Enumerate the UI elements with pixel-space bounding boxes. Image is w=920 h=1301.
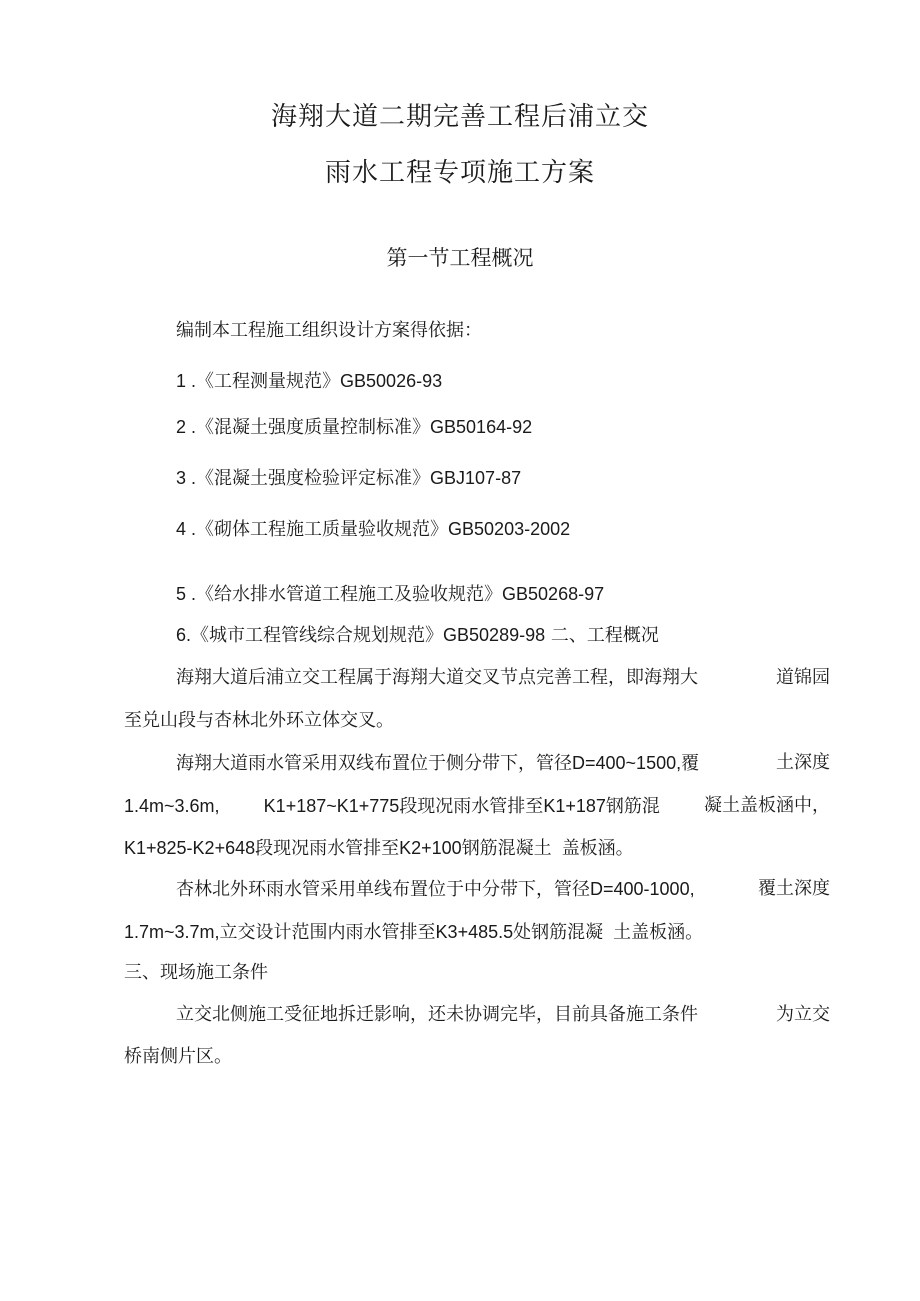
reference-number: 3 — [176, 468, 187, 488]
reference-name: 《城市工程管线综合规划规范》 — [191, 625, 444, 646]
reference-name: 《给水排水管道工程施工及验收规范》 — [196, 584, 503, 605]
para-3-line-1 — [176, 880, 830, 899]
reference-item-4 — [176, 520, 570, 539]
para-2-line-3 — [124, 839, 634, 858]
reference-name: 《混凝土强度质量控制标准》 — [196, 417, 431, 438]
reference-item-2 — [176, 418, 532, 437]
para-text — [176, 880, 695, 899]
para-1-line-1 — [176, 669, 830, 687]
pipe-diameter: D=400~1500, — [572, 753, 682, 773]
reference-name: 《砌体工程施工质量验收规范》 — [196, 519, 449, 540]
para-text-seg: 段现况雨水管排至 — [399, 796, 544, 817]
document-title-line-2: 雨水工程专项施工方案 — [324, 158, 595, 188]
station: K1+187 — [543, 796, 606, 816]
para-4-line-2: 桥南侧片区。 — [124, 1046, 232, 1067]
reference-code: GBJ107-87 — [430, 468, 522, 488]
reference-code: GB50268-97 — [502, 584, 605, 604]
reference-number: 2 — [176, 417, 187, 437]
reference-code: GB50289-98 — [443, 625, 546, 645]
para-text — [264, 797, 660, 816]
para-text-seg: 杏林北外环雨水管采用单线布置位于中分带下，管径 — [176, 879, 590, 900]
cover-depth: 1.7m~3.7m, — [124, 922, 220, 942]
para-text-seg: 处钢筋混凝 — [513, 922, 604, 943]
reference-number: 6 — [176, 625, 187, 645]
para-text: 海翔大道后浦立交工程属于海翔大道交叉节点完善工程，即海翔大 — [176, 667, 698, 688]
para-1-line-2: 至兑山段与杏林北外环立体交叉。 — [124, 710, 394, 731]
reference-separator: . — [186, 371, 197, 391]
document-title-line-1: 海翔大道二期完善工程后浦立交 — [270, 102, 649, 132]
para-text-seg: 覆 — [681, 753, 700, 774]
para-2-line-2 — [124, 797, 830, 816]
reference-number: 4 — [176, 519, 187, 539]
section-1-heading: 第一节工程概况 — [386, 246, 534, 270]
para-text-seg: 立交设计范围内雨水管排至 — [219, 922, 436, 943]
reference-separator: . — [186, 625, 192, 645]
para-text: 为立交 — [776, 1004, 830, 1025]
basis-intro: 编制本工程施工组织设计方案得依据： — [176, 320, 482, 341]
para-4-line-1 — [176, 1006, 830, 1024]
reference-item-5 — [176, 585, 604, 604]
pipe-diameter: D=400-1000, — [590, 879, 695, 899]
station: K2+100 — [399, 838, 462, 858]
para-text: 凝土盖板涵中， — [704, 795, 830, 816]
para-text-seg: 钢筋混凝土 — [461, 838, 552, 859]
para-text-seg: 段现况雨水管排至 — [255, 838, 400, 859]
reference-item-6 — [176, 626, 659, 645]
reference-separator: . — [186, 584, 197, 604]
reference-separator: . — [186, 519, 197, 539]
reference-code: GB50026-93 — [340, 371, 443, 391]
para-text: 道锦园 — [776, 667, 830, 688]
reference-item-3 — [176, 469, 521, 488]
section-2-heading: 二、工程概况 — [545, 625, 659, 646]
para-text — [176, 754, 699, 773]
reference-separator: . — [186, 468, 197, 488]
para-text-seg: 海翔大道雨水管采用双线布置位于侧分带下，管径 — [176, 753, 572, 774]
para-2-line-1 — [176, 754, 830, 773]
para-text: 土深度 — [776, 752, 830, 773]
para-text-seg: 土盖板涵。 — [613, 922, 704, 943]
station-range: K1+187~K1+775 — [263, 796, 400, 816]
reference-code: GB50164-92 — [430, 417, 533, 437]
reference-number: 5 — [176, 584, 187, 604]
reference-number: 1 — [176, 371, 187, 391]
cover-depth: 1.4m~3.6m, — [124, 796, 220, 816]
reference-code: GB50203-2002 — [448, 519, 571, 539]
para-text-seg: 钢筋混 — [605, 796, 660, 817]
para-text: 覆土深度 — [758, 878, 830, 899]
para-3-line-2 — [124, 923, 703, 942]
station: K3+485.5 — [435, 922, 514, 942]
reference-name: 《混凝土强度检验评定标准》 — [196, 468, 431, 489]
para-text: 立交北侧施工受征地拆迁影响，还未协调完毕，目前具备施工条件 — [176, 1004, 698, 1025]
reference-item-1 — [176, 372, 442, 391]
station-range: K1+825-K2+648 — [124, 838, 256, 858]
section-3-heading: 三、现场施工条件 — [124, 962, 268, 983]
reference-separator: . — [186, 417, 197, 437]
para-text-seg: 盖板涵。 — [561, 838, 634, 859]
reference-name: 《工程测量规范》 — [196, 371, 341, 392]
